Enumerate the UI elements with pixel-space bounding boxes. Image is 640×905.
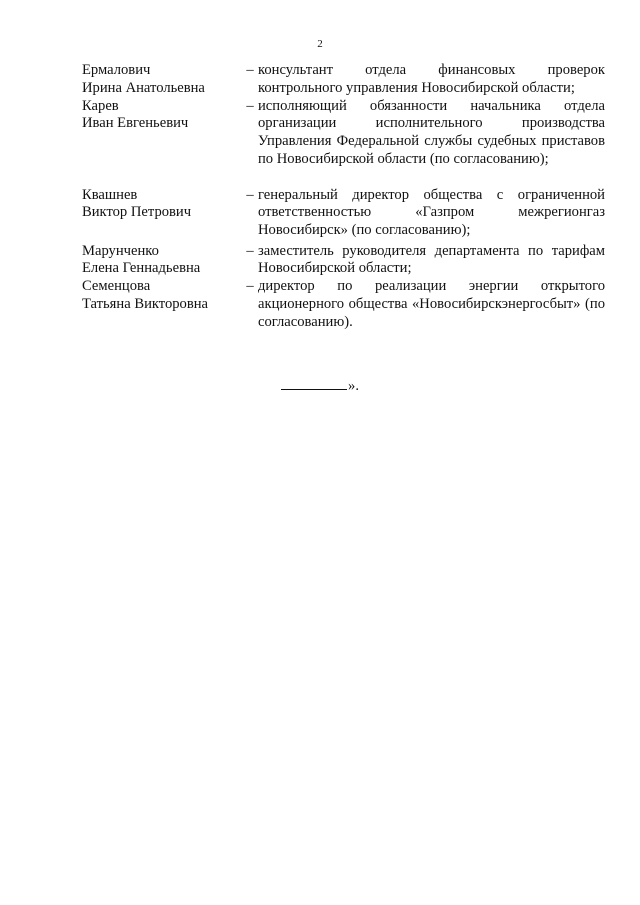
dash-separator: – — [246, 278, 254, 295]
dash-separator: – — [246, 242, 254, 259]
page-number: 2 — [317, 38, 323, 50]
member-row — [82, 62, 605, 98]
member-position: генеральный директор общества с ограниченной ответственностью «Газпром межрегионгаз Новосибирск» (по согласованию); — [258, 186, 605, 239]
closing-mark — [0, 376, 640, 395]
member-given-names: Виктор Петрович — [82, 204, 192, 221]
member-name — [82, 62, 242, 98]
member-given-names: Елена Геннадьевна — [82, 260, 201, 277]
member-given-names: Татьяна Викторовна — [82, 295, 209, 312]
member-name — [82, 98, 242, 134]
closing-underline — [281, 376, 347, 390]
closing-quote: ». — [348, 378, 359, 394]
member-given-names: Иван Евгеньевич — [82, 115, 189, 132]
member-given-names: Ирина Анатольевна — [82, 79, 205, 96]
member-surname: Ермалович — [82, 62, 151, 78]
member-row — [82, 187, 605, 243]
commission-members-list — [82, 62, 605, 332]
dash-separator: – — [246, 62, 254, 78]
dash-separator: – — [246, 97, 254, 114]
member-row — [82, 278, 605, 331]
member-surname: Карев — [82, 97, 119, 114]
member-row — [82, 243, 605, 279]
member-surname: Семенцова — [82, 278, 151, 295]
member-name — [82, 187, 242, 223]
member-surname: Квашнев — [82, 186, 138, 203]
member-position: директор по реализации энергии открытого акционерного общества «Новосибирскэнергосбыт» (по согласованию). — [258, 278, 605, 330]
member-surname: Марунченко — [82, 242, 159, 259]
member-position: консультант отдела финансовых проверок контрольного управления Новосибирской области; — [258, 62, 605, 96]
member-position: исполняющий обязанности начальника отдела организации исполнительного производства Управления Федеральной службы судебных приставов по Новосибирской области (по согласованию); — [258, 97, 605, 167]
member-row — [82, 98, 605, 187]
member-position: заместитель руководителя департамента по тарифам Новосибирской области; — [258, 242, 605, 277]
member-name — [82, 278, 242, 314]
dash-separator: – — [246, 186, 254, 203]
member-name — [82, 243, 242, 279]
